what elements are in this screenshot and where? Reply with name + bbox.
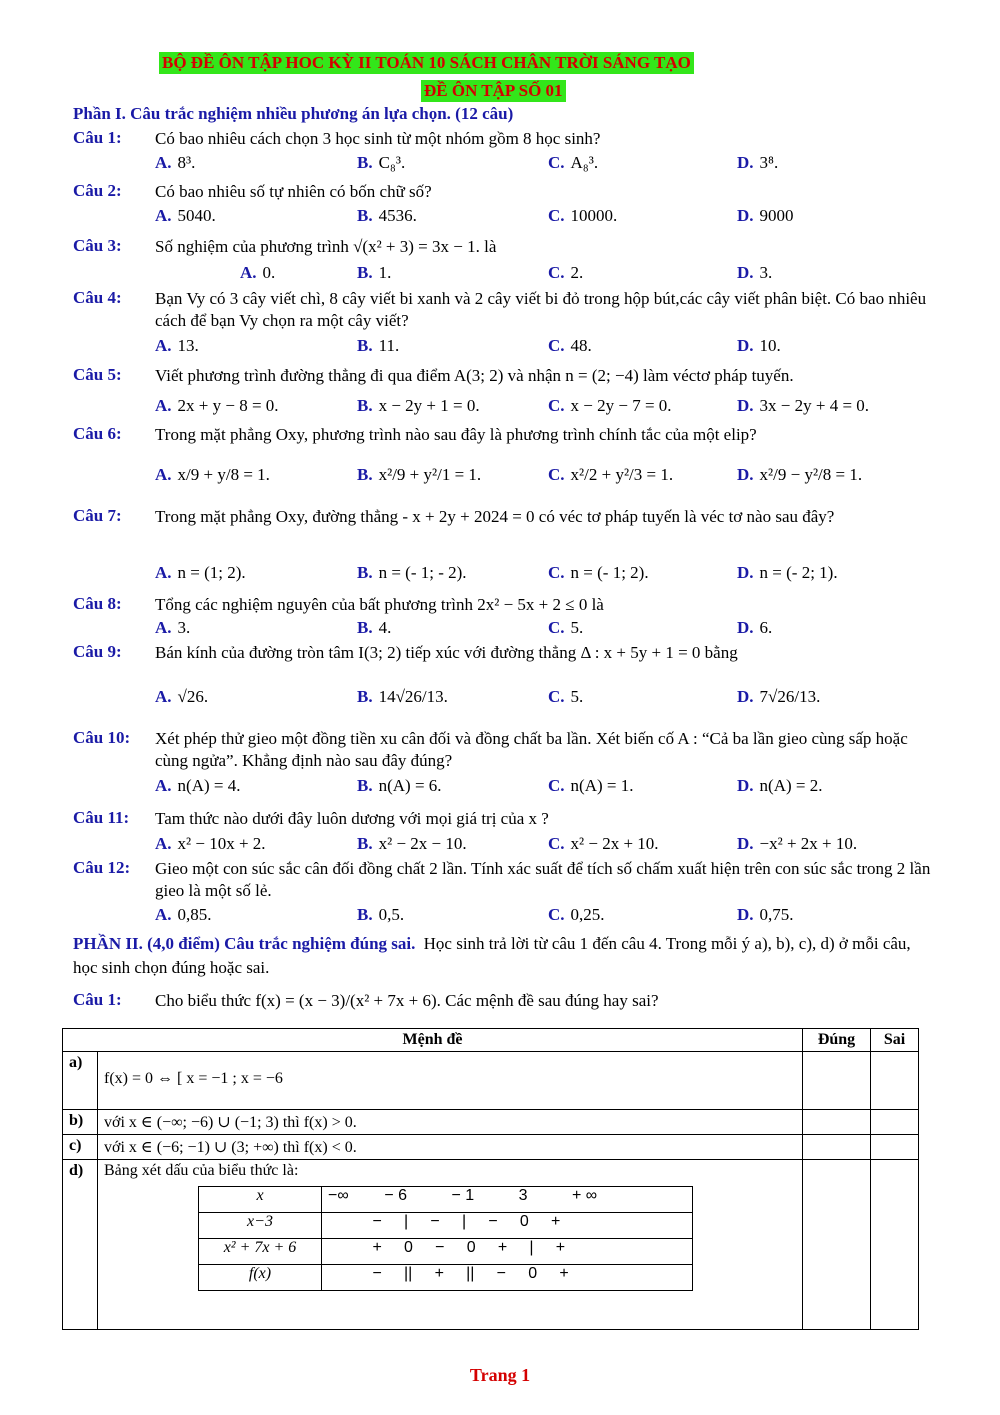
answer-true-cell[interactable]: [803, 1052, 871, 1110]
col-statement: Mệnh đề: [63, 1029, 803, 1052]
option-d[interactable]: D. 3⁸.: [737, 153, 779, 172]
exam-page: BỘ ĐỀ ÔN TẬP HOC KỲ II TOÁN 10 SÁCH CHÂN TRỜI SÁNG TẠO ĐỀ ÔN TẬP SỐ 01 Phần I. Câu trắc nghiệm nhiều phương án lựa chọn. (12 câu) Câu 1: Có bao nhiêu cách chọn 3 học sinh từ một nhóm gồm 8 học sinh? A. 8³. B. C₈³. C. A₈³. D. 3⁸. Câu 2: Có bao nhiêu số tự nhiên có bốn chữ số? A. 5040. B. 4536. C. 10000. D. 9000 Câu 3: Số nghiệm của phương trình √(x² + 3) = 3x − 1. là A. 0. B. 1. C. 2. D. 3. Câu 4: Bạn Vy có 3 cây viết chì, 8 cây viết bi xanh và 2 cây viết bi đỏ trong hộp bút,các cây viết phân biệt. Có bao nhiêu cách để bạn Vy chọn ra một cây viết? A. 13. B. 11. C. 48. D. 10. Câu 5: Viết phương trình đường thẳng đi qua điểm A(3; 2) và nhận n = (2; −4) làm véctơ pháp tuyến. A. 2x + y − 8 = 0. B. x − 2y + 1 = 0. C. x − 2y − 7 = 0. D. 3x − 2y + 4 = 0. Câu 6: Trong mặt phẳng Oxy, phương trình nào sau đây là phương trình chính tắc của một elip? A. x/9 + y/8 = 1. B. x²/9 + y²/1 = 1. C. x²/2 + y²/3 = 1. D. x²/9 − y²/8 = 1. Câu 7: Trong mặt phẳng Oxy, đường thẳng - x + 2y + 2024 = 0 có véc tơ pháp tuyến là véc tơ nào sau đây? A. n = (1; 2). B. n = (- 1; - 2). C. n = (- 1; 2). D. n = (- 2; 1). Câu 8: Tổng các nghiệm nguyên của bất phương trình 2x² − 5x + 2 ≤ 0 là A. 3. B. 4. C. 5. D. 6. Câu 9: Bán kính của đường tròn tâm I(3; 2) tiếp xúc với đường thẳng Δ : x + 5y + 1 = 0 bằng A. √26. B. 14√26/13. C. 5. D. 7√26/13. Câu 10: Xét phép thử gieo một đồng tiền xu cân đối và đồng chất ba lần. Xét biến cố A : “Cả ba lần gieo cùng sấp hoặc cùng ngửa”. Khẳng định nào sau đây đúng? A. n(A) = 4. B. n(A) = 6. C. n(A) = 1. D. n(A) = 2. Câu 11: Tam thức nào dưới đây luôn dương với mọi giá trị của x ? A. x² − 10x + 2. B. x² − 2x − 10. C. x² − 2x + 10. D. −x² + 2x + 10. Câu 12: Gieo một con súc sắc cân đối đồng chất 2 lần. Tính xác suất để tích số chấm xuất hiện trên con súc sắc trong 2 lần gieo là một số lẻ. A. 0,85. B. 0,5. C. 0,25. D. 0,75. PHẦN II. (4,0 điểm) Câu trắc nghiệm đúng sai. Học sinh trả lời từ câu 1 đến câu 4. Trong mỗi ý a), b), c), d) ở mỗi câu, học sinh chọn đúng hoặc sai. Câu 1: Cho biểu thức f(x) = (x − 3)/(x² + 7x + 6). Các mệnh đề sau đúng hay sai? Mệnh đề Đúng Sai a) f(x) = 0 ⇔ [ x = −1 ; x = −6 b) với x ∈ (−∞; −6) ∪ (−1; 3) thì f(x) > 0. c) với x ∈ (−6; −1) ∪ (3; +∞) thì f(x) < 0. d) Bảng xét dấu của biểu thức là: x −∞ − 6 − 1 3 + ∞ x−3 − | − | − 0 + x² + 7x + 6 + 0 − 0 + | + f(x) − || + || − 0 + Trang 1: [0, 0, 1000, 1415]
answer-true-cell[interactable]: [803, 1110, 871, 1135]
option-b[interactable]: B. 0,5.: [357, 905, 405, 924]
part2-heading: [73, 932, 933, 980]
document-subtitle: ĐỀ ÔN TẬP SỐ 01: [421, 80, 566, 102]
option-a[interactable]: A. 8³.: [155, 153, 196, 172]
answer-false-cell[interactable]: [871, 1135, 919, 1160]
option-d[interactable]: D. x²/9 − y²/8 = 1.: [737, 465, 863, 484]
option-b[interactable]: B. x²/9 + y²/1 = 1.: [357, 465, 482, 484]
option-d[interactable]: D. 0,75.: [737, 905, 794, 924]
option-d[interactable]: D. 6.: [737, 618, 773, 637]
option-b[interactable]: B. 14√26/13.: [357, 687, 448, 706]
option-a[interactable]: A. 5040.: [155, 206, 216, 225]
option-a[interactable]: A. 2x + y − 8 = 0.: [155, 396, 279, 415]
option-b[interactable]: B. x² − 2x − 10.: [357, 834, 467, 853]
table-row: b) với x ∈ (−∞; −6) ∪ (−1; 3) thì f(x) > 0.: [63, 1110, 919, 1135]
answer-true-cell[interactable]: [803, 1135, 871, 1160]
option-c[interactable]: C. 5.: [548, 618, 584, 637]
true-false-table: [62, 1028, 919, 1330]
option-c[interactable]: C. x² − 2x + 10.: [548, 834, 659, 853]
option-d[interactable]: D. 10.: [737, 336, 781, 355]
option-b[interactable]: B. C₈³.: [357, 153, 406, 172]
option-c[interactable]: C. x²/2 + y²/3 = 1.: [548, 465, 674, 484]
option-a[interactable]: A. x² − 10x + 2.: [155, 834, 266, 853]
option-d[interactable]: D. 9000: [737, 206, 794, 225]
col-true: Đúng: [803, 1029, 871, 1052]
option-c[interactable]: C. 2.: [548, 263, 584, 282]
option-b[interactable]: B. n(A) = 6.: [357, 776, 442, 795]
option-c[interactable]: C. n(A) = 1.: [548, 776, 634, 795]
sign-table: x −∞ − 6 − 1 3 + ∞ x−3 − | − | − 0 + x² + 7x + 6 + 0 − 0 + | + f(x) − || + || − 0 +: [198, 1186, 693, 1291]
option-b[interactable]: B. 11.: [357, 336, 400, 355]
option-a[interactable]: A. 0.: [240, 263, 276, 282]
option-a[interactable]: A. x/9 + y/8 = 1.: [155, 465, 270, 484]
document-title: BỘ ĐỀ ÔN TẬP HOC KỲ II TOÁN 10 SÁCH CHÂN TRỜI SÁNG TẠO: [159, 52, 694, 74]
option-d[interactable]: D. n(A) = 2.: [737, 776, 823, 795]
part2-heading-instructions: Học sinh trả lời từ câu 1 đến câu 4. Trong mỗi ý a), b), c), d) ở mỗi câu, học sinh chọn đúng hoặc sai.: [73, 934, 911, 977]
option-d[interactable]: D. −x² + 2x + 10.: [737, 834, 858, 853]
option-c[interactable]: C. 48.: [548, 336, 592, 355]
option-d[interactable]: D. 7√26/13.: [737, 687, 821, 706]
option-b[interactable]: B. x − 2y + 1 = 0.: [357, 396, 480, 415]
option-a[interactable]: A. 13.: [155, 336, 199, 355]
question-number: Câu 1:: [73, 128, 122, 147]
table-row: a) f(x) = 0 ⇔ [ x = −1 ; x = −6: [63, 1052, 919, 1110]
option-d[interactable]: D. n = (- 2; 1).: [737, 563, 838, 582]
table-row: d) Bảng xét dấu của biểu thức là: x −∞ − 6 − 1 3 + ∞ x−3 − | − | − 0 + x² + 7x + 6 + 0 − 0 + | + f(x) − || + || − 0 +: [63, 1160, 919, 1330]
part2-heading-title: PHẦN II. (4,0 điểm) Câu trắc nghiệm đúng sai.: [73, 934, 416, 953]
option-c[interactable]: C. 10000.: [548, 206, 618, 225]
col-false: Sai: [871, 1029, 919, 1052]
answer-false-cell[interactable]: [871, 1052, 919, 1110]
option-a[interactable]: A. n(A) = 4.: [155, 776, 241, 795]
option-c[interactable]: C. A₈³.: [548, 153, 599, 172]
option-b[interactable]: B. 4536.: [357, 206, 417, 225]
option-a[interactable]: A. √26.: [155, 687, 209, 706]
answer-true-cell[interactable]: [803, 1160, 871, 1330]
question-text: Có bao nhiêu cách chọn 3 học sinh từ một nhóm gồm 8 học sinh?: [155, 129, 601, 148]
part1-heading: Phần I. Câu trắc nghiệm nhiều phương án lựa chọn. (12 câu): [73, 104, 514, 123]
option-a[interactable]: A. 0,85.: [155, 905, 212, 924]
option-d[interactable]: D. 3x − 2y + 4 = 0.: [737, 396, 870, 415]
answer-false-cell[interactable]: [871, 1160, 919, 1330]
option-c[interactable]: C. 0,25.: [548, 905, 605, 924]
option-c[interactable]: C. n = (- 1; 2).: [548, 563, 649, 582]
option-b[interactable]: B. 4.: [357, 618, 392, 637]
option-c[interactable]: C. 5.: [548, 687, 584, 706]
option-c[interactable]: C. x − 2y − 7 = 0.: [548, 396, 672, 415]
option-b[interactable]: B. 1.: [357, 263, 392, 282]
option-d[interactable]: D. 3.: [737, 263, 773, 282]
option-b[interactable]: B. n = (- 1; - 2).: [357, 563, 467, 582]
answer-false-cell[interactable]: [871, 1110, 919, 1135]
page-number: Trang 1: [469, 1365, 531, 1385]
table-row: c) với x ∈ (−6; −1) ∪ (3; +∞) thì f(x) < 0.: [63, 1135, 919, 1160]
option-a[interactable]: A. 3.: [155, 618, 191, 637]
option-a[interactable]: A. n = (1; 2).: [155, 563, 246, 582]
